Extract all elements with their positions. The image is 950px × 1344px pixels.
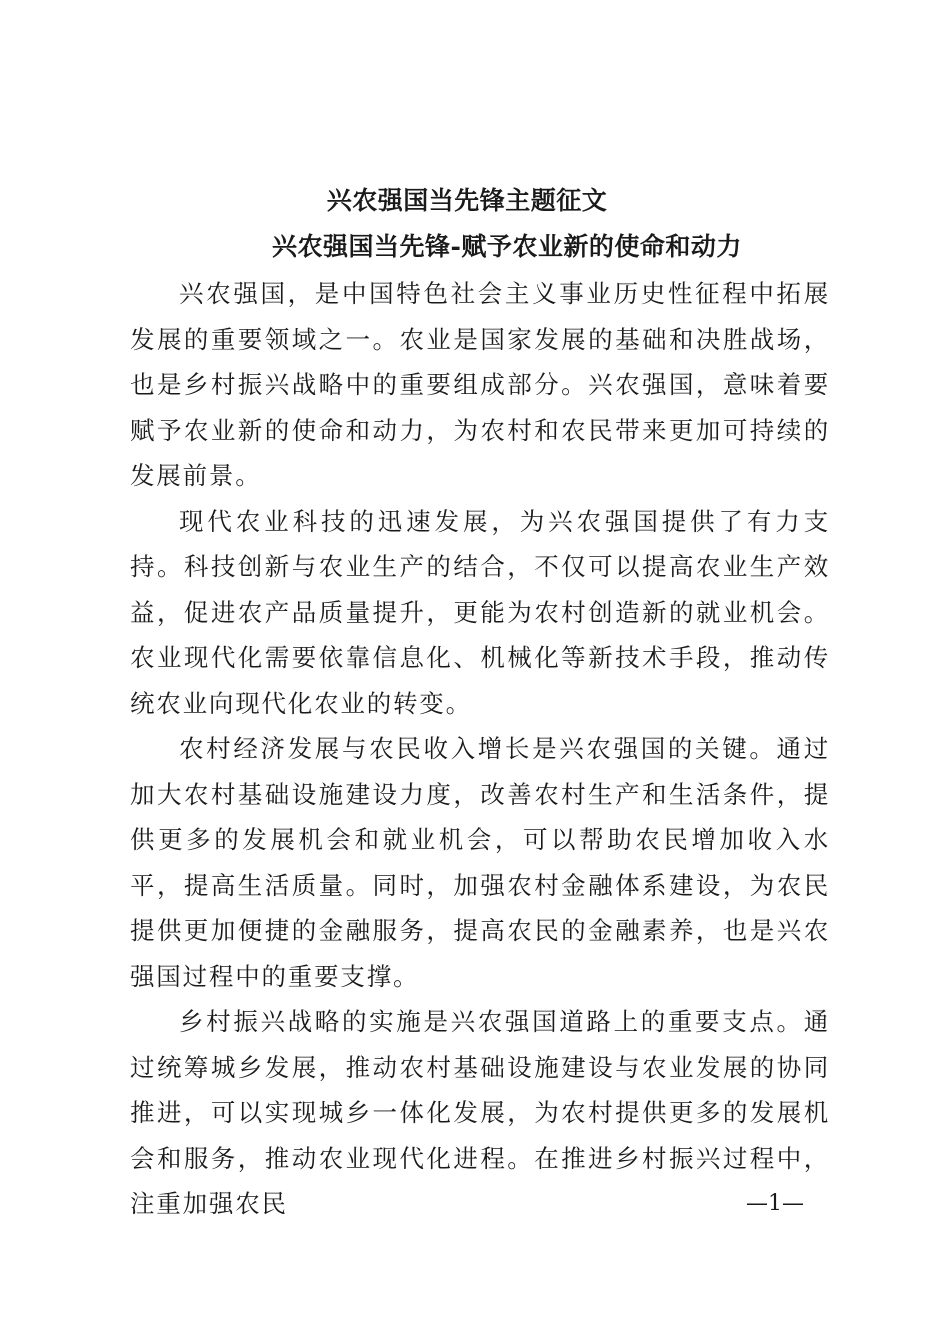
paragraph-3: 农村经济发展与农民收入增长是兴农强国的关键。通过加大农村基础设施建设力度，改善农村生产和生活条件，提供更多的发展机会和就业机会，可以帮助农民增加收入水平，提高生活质量。同时，加强农村金融体系建设，为农民提供更加便捷的金融服务，提高农民的金融素养，也是兴农强国过程中的重要支撑。 bbox=[130, 734, 830, 991]
document-title: 兴农强国当先锋主题征文 bbox=[326, 186, 608, 215]
document-body bbox=[130, 271, 830, 1227]
paragraph-1: 兴农强国，是中国特色社会主义事业历史性征程中拓展发展的重要领域之一。农业是国家发展的基础和决胜战场，也是乡村振兴战略中的重要组成部分。兴农强国，意味着要赋予农业新的使命和动力，为农村和农民带来更加可持续的发展前景。 bbox=[130, 279, 830, 490]
page-number: —1— bbox=[746, 1191, 804, 1216]
paragraph-2: 现代农业科技的迅速发展，为兴农强国提供了有力支持。科技创新与农业生产的结合，不仅可以提高农业生产效益，促进农产品质量提升，更能为农村创造新的就业机会。农业现代化需要依靠信息化、机械化等新技术手段，推动传统农业向现代化农业的转变。 bbox=[130, 506, 830, 718]
paragraph-4: 乡村振兴战略的实施是兴农强国道路上的重要支点。通过统筹城乡发展，推动农村基础设施建设与农业发展的协同推进，可以实现城乡一体化发展，为农村提供更多的发展机会和服务，推动农业现代化进程。在推进乡村振兴过程中，注重加强农民 bbox=[130, 1007, 830, 1218]
document-subtitle: 兴农强国当先锋-赋予农业新的使命和动力 bbox=[272, 232, 742, 261]
